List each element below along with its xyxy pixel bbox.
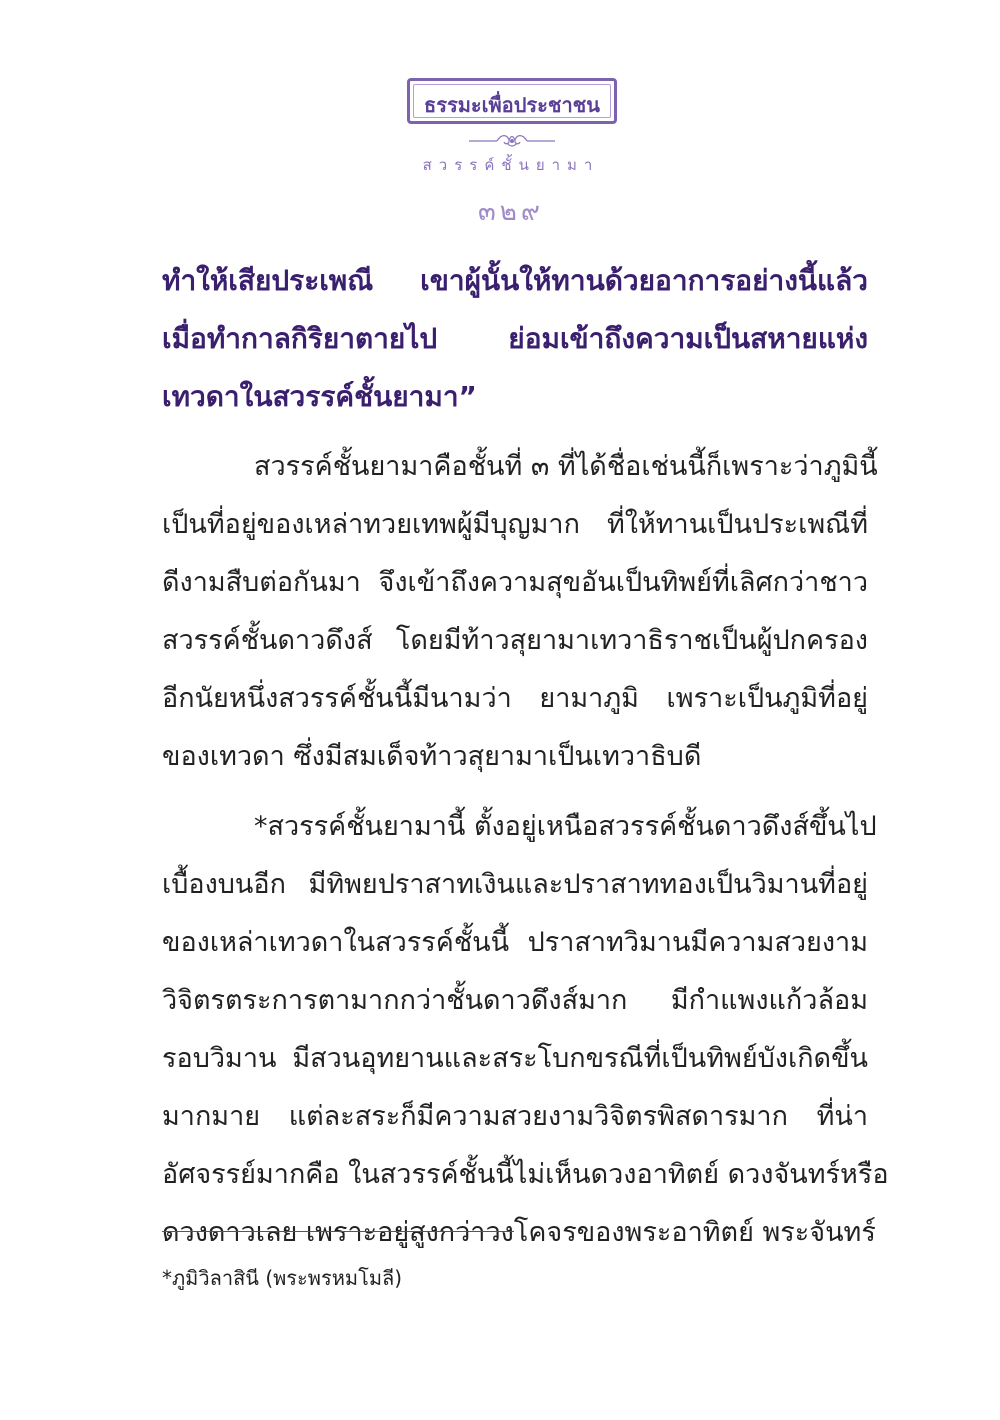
text-line: เป็นที่อยู่ของเหล่าทวยเทพผู้มีบุญมาก ที่ให้ทานเป็นประเพณีที่ bbox=[162, 509, 868, 540]
book-logo bbox=[407, 78, 617, 124]
text-line: เบื้องบนอีก มีทิพยปราสาทเงินและปราสาททองเป็นวิมานที่อยู่ bbox=[162, 869, 868, 900]
page-header bbox=[0, 78, 1000, 232]
text-line: สวรรค์ชั้นดาวดึงส์ โดยมีท้าวสุยามาเทวาธิราชเป็นผู้ปกครอง bbox=[162, 625, 868, 656]
book-logo-text: ธรรมะเพื่อประชาชน bbox=[424, 93, 600, 117]
text-line: รอบวิมาน มีสวนอุทยานและสระโบกขรณีที่เป็นทิพย์บังเกิดขึ้น bbox=[162, 1043, 868, 1074]
paragraph-quote-ending bbox=[162, 252, 868, 426]
body-text bbox=[162, 252, 889, 1262]
text-line: สวรรค์ชั้นยามาคือชั้นที่ ๓ ที่ได้ชื่อเช่นนี้ก็เพราะว่าภูมินี้ bbox=[254, 451, 878, 482]
footnote-divider bbox=[162, 1231, 514, 1232]
text-line: มากมาย แต่ละสระก็มีความสวยงามวิจิตรพิสดารมาก ที่น่า bbox=[162, 1101, 868, 1132]
section-title: สวรรค์ชั้นยามา bbox=[422, 156, 600, 174]
text-line: อัศจรรย์มากคือ ในสวรรค์ชั้นนี้ไม่เห็นดวงอาทิตย์ ดวงจันทร์หรือ bbox=[162, 1159, 889, 1190]
page-number: ๓๒๙ bbox=[478, 197, 544, 227]
text-line: อีกนัยหนึ่งสวรรค์ชั้นนี้มีนามว่า ยามาภูมิ เพราะเป็นภูมิที่อยู่ bbox=[162, 683, 868, 714]
text-line: *สวรรค์ชั้นยามานี้ ตั้งอยู่เหนือสวรรค์ชั้นดาวดึงส์ขึ้นไป bbox=[254, 811, 877, 842]
footnote: *ภูมิวิลาสินี (พระพรหมโมลี) bbox=[162, 1266, 403, 1290]
flourish-ornament-icon bbox=[467, 131, 557, 151]
text-line: ดีงามสืบต่อกันมา จึงเข้าถึงความสุขอันเป็นทิพย์ที่เลิศกว่าชาว bbox=[162, 567, 868, 598]
text-line: เมื่อทำกาลกิริยาตายไป ย่อมเข้าถึงความเป็นสหายแห่ง bbox=[162, 322, 868, 355]
text-line: วิจิตรตระการตามากกว่าชั้นดาวดึงส์มาก มีกำแพงแก้วล้อม bbox=[162, 985, 868, 1016]
text-line: ดวงดาวเลย เพราะอยู่สูงกว่าวงโคจรของพระอาทิตย์ พระจันทร์ bbox=[162, 1217, 876, 1248]
text-line: ของเหล่าเทวดาในสวรรค์ชั้นนี้ ปราสาทวิมานมีความสวยงาม bbox=[162, 927, 868, 958]
text-line: ของเทวดา ซึ่งมีสมเด็จท้าวสุยามาเป็นเทวาธิบดี bbox=[162, 741, 702, 772]
paragraph-yama-heaven bbox=[162, 438, 878, 786]
text-line: เทวดาในสวรรค์ชั้นยามา” bbox=[162, 380, 477, 413]
paragraph-yama-description bbox=[162, 798, 889, 1262]
text-line: ทำให้เสียประเพณี เขาผู้นั้นให้ทานด้วยอาการอย่างนี้แล้ว bbox=[162, 264, 868, 297]
